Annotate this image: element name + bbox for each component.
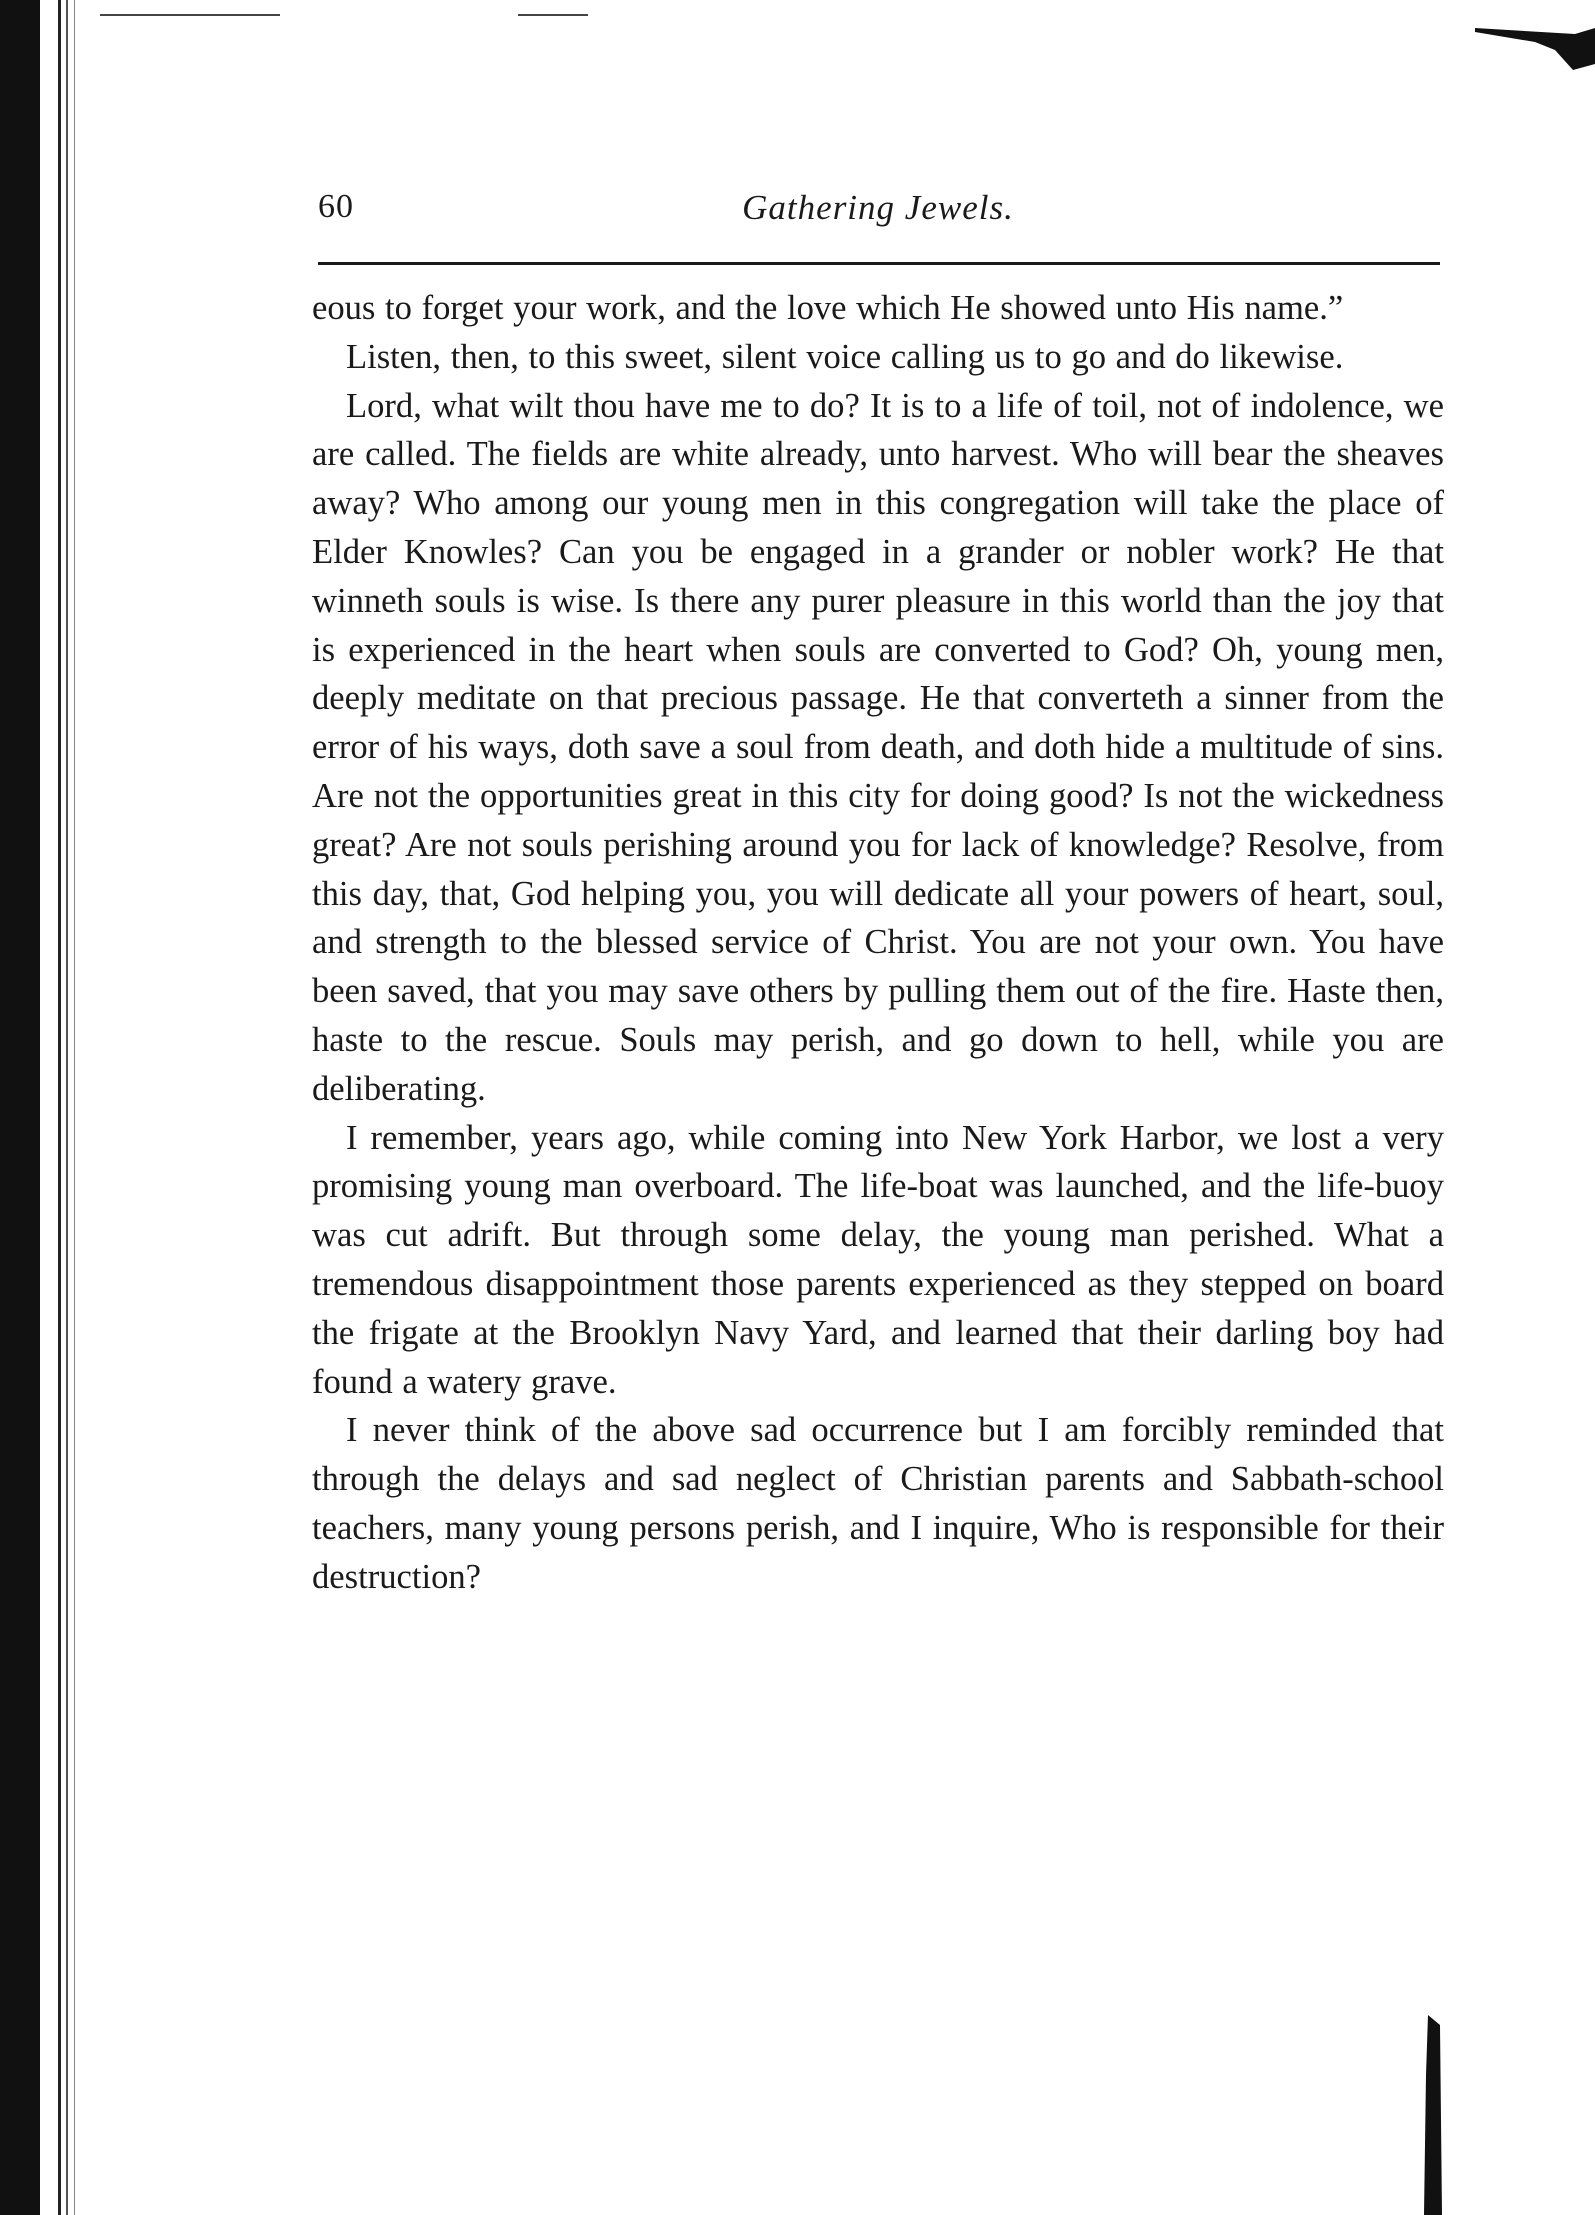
paragraph: Listen, then, to this sweet, silent voice calling us to go and do likewise. (346, 337, 1344, 376)
paragraph: Lord, what wilt thou have me to do? It is to a life of toil, not of indolence, we are called. The fields are white already, unto harvest. Who will bear the sheaves away? Who among our young men in this congregation will take the place of Elder Knowles? Can you be engaged in a grander or nobler work? He that winneth souls is wise. Is there any purer pleasure in this world than the joy that is experienced in the heart when souls are converted to God? Oh, young men, deeply meditate on that precious passage. He that converteth a sinner from the error of his ways, doth save a soul from death, and doth hide a multitude of sins. Are not the opportunities great in this city for doing good? Is not the wickedness great? Are not souls perishing around you for lack of knowledge? Resolve, from this day, that, God helping you, you will dedicate all your powers of heart, soul, and strength to the blessed service of Christ. You are not your own. You have been saved, that you may save others by pulling them out of the fire. Haste then, haste to the rescue. Souls may perish, and go down to hell, while you are deliberating. (312, 386, 1444, 1108)
scan-gutter-shadow (0, 0, 40, 2215)
scan-mark (518, 14, 588, 16)
page-number: 60 (318, 188, 354, 225)
running-title: Gathering Jewels. (742, 188, 1014, 227)
paragraph: eous to forget your work, and the love which He showed unto His name.” (312, 289, 1344, 327)
scan-gutter-line (66, 0, 68, 2215)
page-header (318, 188, 1438, 238)
body-text (312, 284, 1444, 1602)
scan-gutter-line (58, 0, 61, 2215)
scan-gutter-line (74, 0, 75, 2215)
scan-corner-mark (1475, 24, 1595, 84)
scan-edge-mark (1418, 2015, 1446, 2215)
paragraph: I never think of the above sad occurrence but I am forcibly reminded that through the delays and sad neglect of Christian parents and Sabbath-school teachers, many young persons perish, and I inquire, Who is responsible for their destruction? (312, 1411, 1444, 1596)
scan-mark (100, 14, 280, 16)
paragraph: I remember, years ago, while coming into New York Harbor, we lost a very promising young man overboard. The life-boat was launched, and the life-buoy was cut adrift. But through some delay, the young man perished. What a tremendous disappointment those parents experienced as they stepped on board the frigate at the Brooklyn Navy Yard, and learned that their darling boy had found a watery grave. (312, 1118, 1444, 1401)
header-rule (318, 262, 1440, 265)
